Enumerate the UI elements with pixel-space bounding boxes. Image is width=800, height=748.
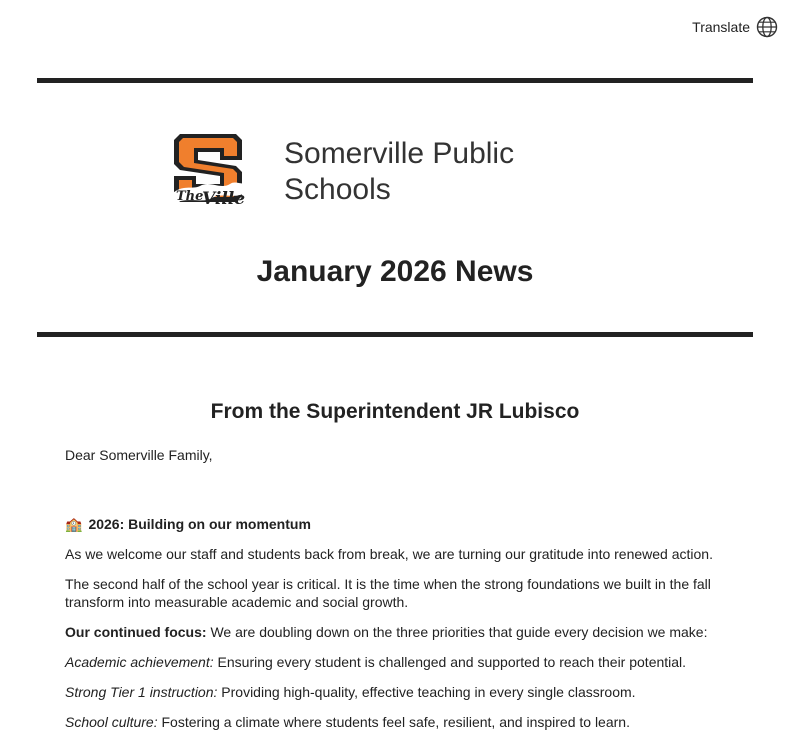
- translate-label: Translate: [692, 19, 750, 35]
- focus-label: Our continued focus:: [65, 624, 207, 640]
- article-body: [65, 446, 745, 743]
- svg-text:Ville: Ville: [202, 189, 246, 209]
- priority-item: [65, 653, 745, 671]
- greeting: Dear Somerville Family,: [65, 447, 213, 463]
- focus-text: We are doubling down on the three priorities that guide every decision we make:: [206, 624, 708, 640]
- district-name-line2: Schools: [284, 173, 391, 206]
- top-divider: [37, 78, 753, 83]
- article-subhead: [65, 515, 745, 533]
- bottom-divider: [37, 332, 753, 337]
- newsletter-header: [170, 130, 564, 212]
- subhead-text: 2026: Building on our momentum: [88, 516, 311, 532]
- priority-label: School culture:: [65, 714, 158, 730]
- svg-text:The: The: [176, 189, 204, 204]
- paragraph-2: The second half of the school year is critical. It is the time when the strong foundations we built in the fall transform into measurable academic and social growth.: [65, 576, 711, 610]
- globe-icon: [756, 16, 778, 38]
- district-name: [284, 136, 564, 208]
- priority-text: Fostering a climate where students feel safe, resilient, and inspired to learn.: [157, 714, 630, 730]
- paragraph-1: As we welcome our staff and students back from break, we are turning our gratitude into renewed action.: [65, 546, 713, 562]
- focus-paragraph: [65, 623, 745, 641]
- translate-button[interactable]: [692, 16, 778, 38]
- issue-title: January 2026 News: [256, 255, 534, 288]
- article-title: From the Superintendent JR Lubisco: [210, 400, 580, 423]
- priority-text: Ensuring every student is challenged and supported to reach their potential.: [213, 654, 687, 670]
- priority-text: Providing high-quality, effective teaching in every single classroom.: [217, 684, 636, 700]
- district-name-line1: Somerville Public: [284, 137, 515, 170]
- priority-label: Strong Tier 1 instruction:: [65, 684, 218, 700]
- school-house-icon: 🏫: [65, 516, 83, 532]
- priority-item: [65, 683, 745, 701]
- district-logo: [170, 130, 248, 212]
- priority-label: Academic achievement:: [65, 654, 214, 670]
- priority-item: [65, 713, 745, 731]
